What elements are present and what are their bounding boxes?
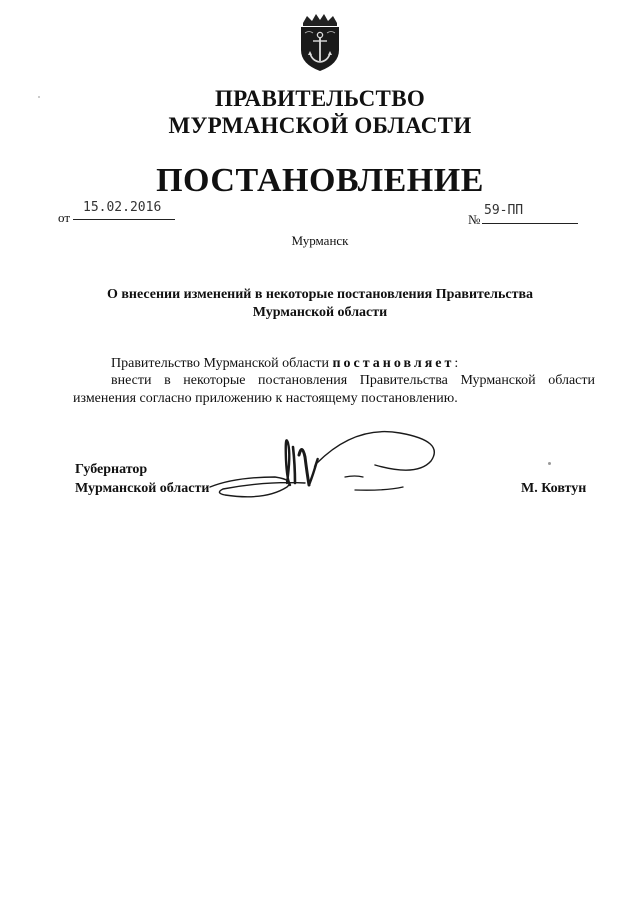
body-p1-verb: постановляет [332,356,455,371]
body-paragraph2-line2: изменения согласно приложению к настоящему постановлению. [73,391,458,406]
number-prefix: № [468,212,481,227]
handwritten-signature-icon [195,425,455,520]
government-title-line2: МУРМАНСКОЙ ОБЛАСТИ [168,113,472,138]
government-title-line1: ПРАВИТЕЛЬСТВО [214,86,426,111]
signer-position-line2: Мурманской области [75,481,210,496]
document-date: 15.02.2016 [73,200,175,220]
document-number: 59-ПП [482,203,578,224]
date-prefix: от [58,210,71,225]
body-p1-end: : [454,356,459,371]
body-paragraph2-line1: внести в некоторые постановления Правительства Мурманской области [111,373,595,388]
signer-name: М. Ковтун [521,481,587,496]
subject-line1: О внесении изменений в некоторые постановления Правительства [106,287,534,302]
signer-position-line1: Губернатор [75,462,148,477]
scan-speck-right [548,462,551,465]
city-name: Мурманск [291,233,349,248]
body-paragraph1 [111,356,458,372]
body-p1-start: Правительство Мурманской области [111,356,333,371]
document-type-heading: ПОСТАНОВЛЕНИЕ [156,162,484,199]
coat-of-arms-icon [295,14,345,72]
subject-line2: Мурманской области [252,305,388,320]
